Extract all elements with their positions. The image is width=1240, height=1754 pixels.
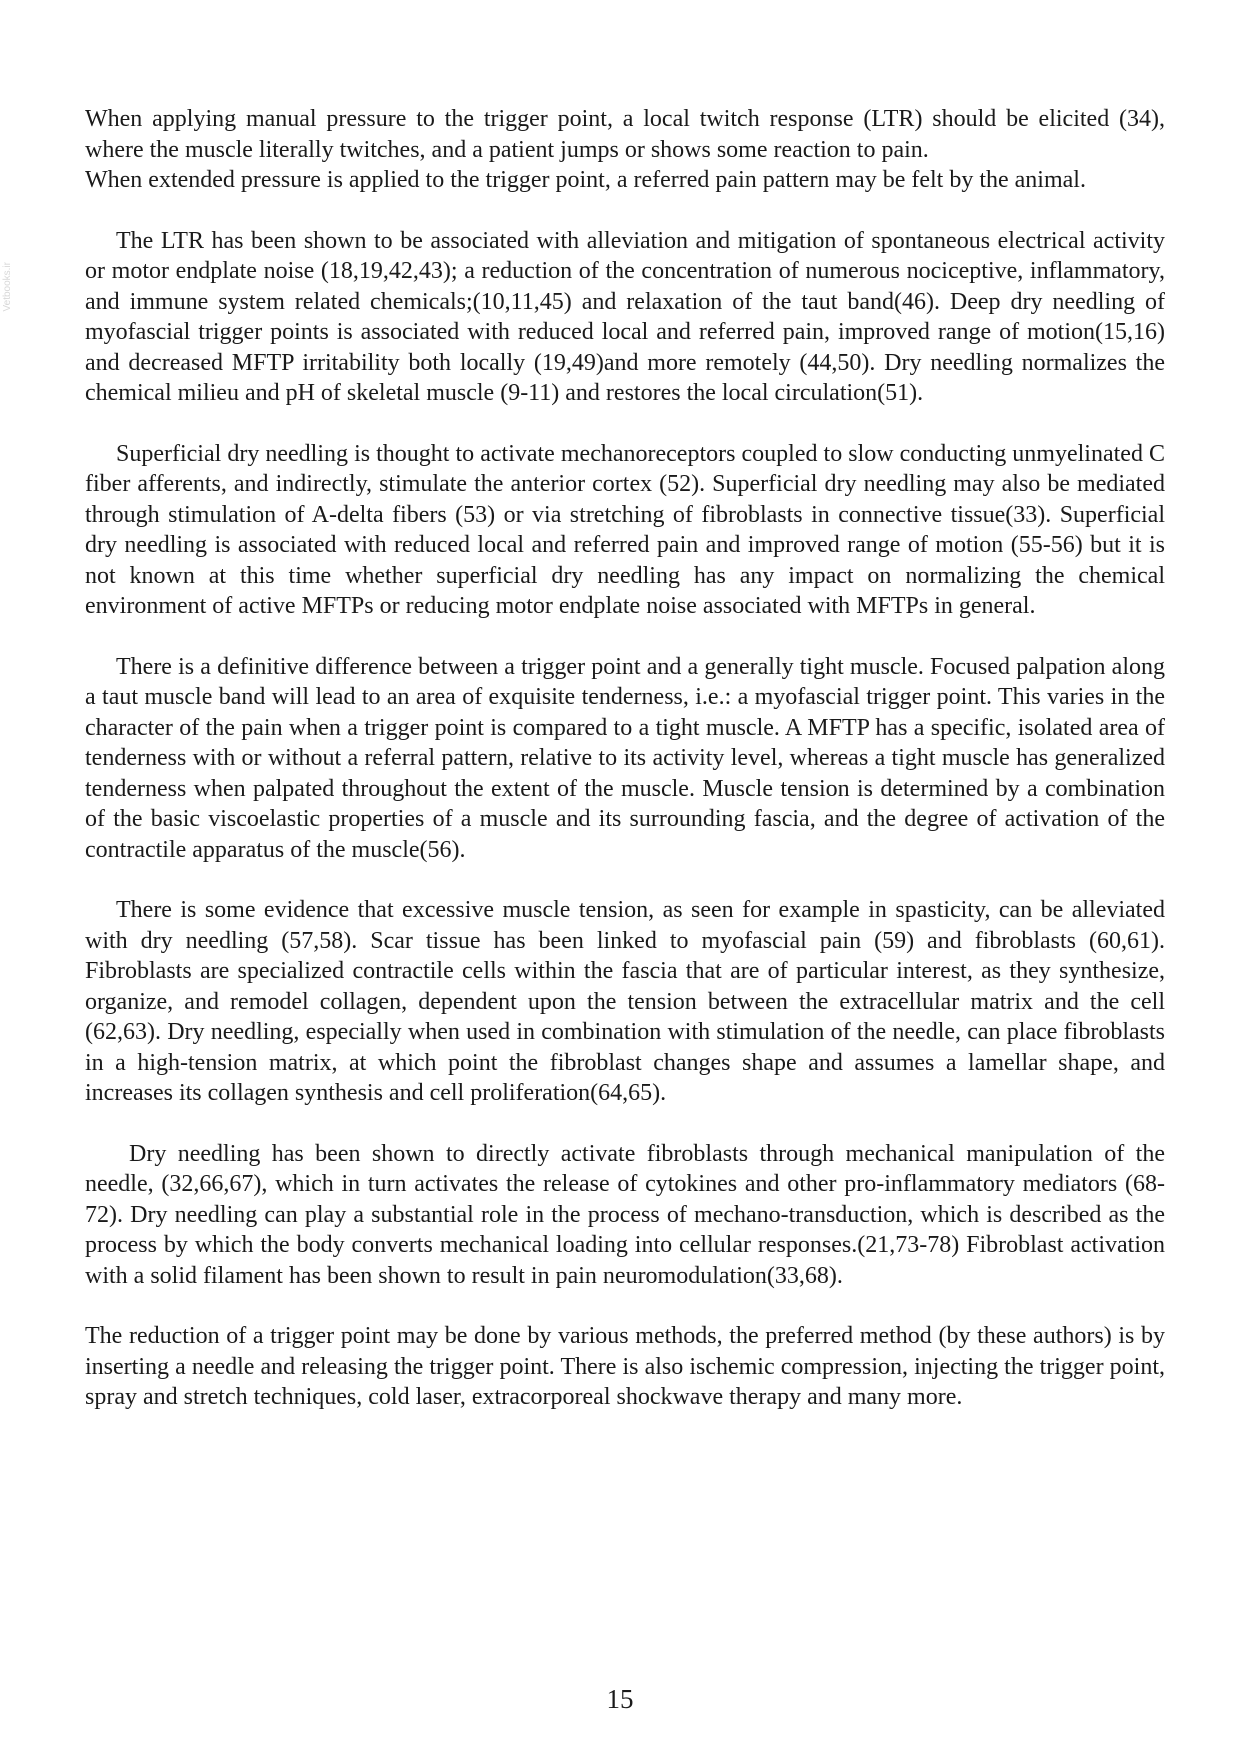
page-number: 15 [606,1684,634,1714]
paragraph-superficial-dry-needling: Superficial dry needling is thought to activate mechanoreceptors coupled to slow conducting unmyelinated C fiber afferents, and indirectly, stimulate the anterior cortex (52). Superficial dry needling may also be mediated through stimulation of A-delta fibers (53) or via stretching of fibroblasts in connective tissue(33). Superficial dry needling is associated with reduced local and referred pain and improved range of motion (55-56) but it is not known at this time whether superficial dry needling has any impact on normalizing the chemical environment of active MFTPs or reducing motor endplate noise associated with MFTPs in general. [85,440,1165,619]
paragraph-muscle-tension: There is some evidence that excessive muscle tension, as seen for example in spasticity, can be alleviated with dry needling (57,58). Scar tissue has been linked to myofascial pain (59) and fibroblasts (60,61). Fibroblasts are specialized contractile cells within the fascia that are of particular interest, as they synthesize, organize, and remodel collagen, dependent upon the tension between the extracellular matrix and the cell (62,63). Dry needling, especially when used in combination with stimulation of the needle, can place fibroblasts in a high-tension matrix, at which point the fibroblast changes shape and assumes a lamellar shape, and increases its collagen synthesis and cell proliferation(64,65). [85,897,1165,1106]
paragraph-line: When extended pressure is applied to the trigger point, a referred pain pattern may be felt by the animal. [85,167,1086,193]
paragraph-ltr-effects: The LTR has been shown to be associated with alleviation and mitigation of spontaneous electrical activity or motor endplate noise (18,19,42,43); a reduction of the concentration of numerous nociceptive, inflammatory, and immune system related chemicals;(10,11,45) and relaxation of the taut band(46). Deep dry needling of myofascial trigger points is associated with reduced local and referred pain, improved range of motion(15,16) and decreased MFTP irritability both locally (19,49)and more remotely (44,50). Dry needling normalizes the chemical milieu and pH of skeletal muscle (9-11) and restores the local circulation(51). [85,227,1165,406]
watermark: Vetbooks.ir [2,262,13,312]
paragraph-ltr-intro [85,104,1165,196]
paragraph-line: When applying manual pressure to the trigger point, a local twitch response (LTR) should be elicited (34), where the muscle literally twitches, and a patient jumps or shows some reaction to pain. [85,106,1165,163]
paragraph-trigger-point-reduction: The reduction of a trigger point may be done by various methods, the preferred method (by these authors) is by inserting a needle and releasing the trigger point. There is also ischemic compression, injecting the trigger point, spray and stretch techniques, cold laser, extracorporeal shockwave therapy and many more. [85,1323,1165,1410]
paragraph-fibroblast-activation: Dry needling has been shown to directly activate fibroblasts through mechanical manipulation of the needle, (32,66,67), which in turn activates the release of cytokines and other pro-inflammatory mediators (68-72). Dry needling can play a substantial role in the process of mechano-transduction, which is described as the process by which the body converts mechanical loading into cellular responses.(21,73-78) Fibroblast activation with a solid filament has been shown to result in pain neuromodulation(33,68). [85,1140,1165,1289]
paragraph-trigger-point-vs-tight-muscle: There is a definitive difference between a trigger point and a generally tight muscle. Focused palpation along a taut muscle band will lead to an area of exquisite tenderness, i.e.: a myofascial trigger point. This varies in the character of the pain when a trigger point is compared to a tight muscle. A MFTP has a specific, isolated area of tenderness with or without a referral pattern, relative to its activity level, whereas a tight muscle has generalized tenderness when palpated throughout the extent of the muscle. Muscle tension is determined by a combination of the basic viscoelastic properties of a muscle and its surrounding fascia, and the degree of activation of the contractile apparatus of the muscle(56). [85,653,1165,863]
document-body [85,104,1165,1443]
